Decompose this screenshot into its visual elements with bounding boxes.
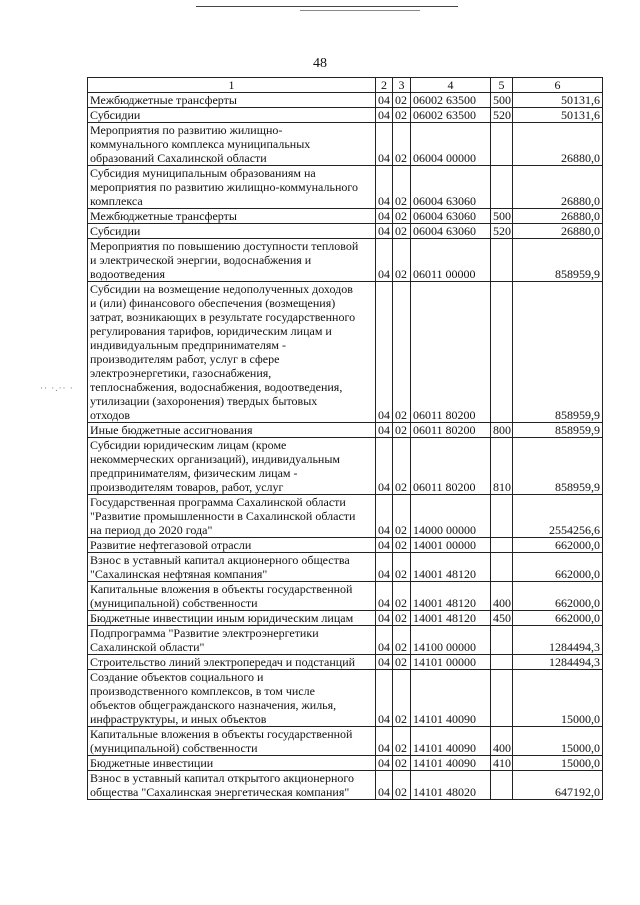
row-section-cell: 04 [376,282,393,423]
row-target-article-cell: 14001 48120 [411,582,491,611]
row-section-cell: 04 [376,239,393,282]
row-subsection-cell: 02 [393,224,411,239]
column-header-5: 5 [491,78,513,93]
row-subsection-cell: 02 [393,423,411,438]
row-target-article-cell: 14101 00000 [411,655,491,670]
row-expense-type-cell: 500 [491,209,513,224]
row-expense-type-cell [491,626,513,655]
table-header-row [88,78,603,93]
row-section-cell: 04 [376,108,393,123]
row-target-article-cell: 14101 48020 [411,771,491,800]
row-target-article-cell: 06011 80200 [411,423,491,438]
row-name-cell: Субсидии юридическим лицам (кроме некоммерческих организаций), индивидуальным предпринимателям, физическим лицам - производителям товаров, работ, услуг [88,438,376,495]
table-row [88,166,603,209]
row-target-article-cell: 06004 00000 [411,123,491,166]
table-row [88,108,603,123]
row-expense-type-cell [491,538,513,553]
row-amount-cell: 1284494,3 [513,655,603,670]
row-amount-cell: 662000,0 [513,538,603,553]
row-name-cell: Субсидии [88,108,376,123]
row-section-cell: 04 [376,538,393,553]
row-section-cell: 04 [376,655,393,670]
row-target-article-cell: 06004 63060 [411,209,491,224]
row-target-article-cell: 06002 63500 [411,108,491,123]
table-row [88,282,603,423]
table-row [88,553,603,582]
row-amount-cell: 26880,0 [513,166,603,209]
row-amount-cell: 1284494,3 [513,626,603,655]
row-expense-type-cell [491,655,513,670]
row-target-article-cell: 06004 63060 [411,166,491,209]
table-row [88,538,603,553]
row-target-article-cell: 06002 63500 [411,93,491,108]
row-name-cell: Строительство линий электропередач и подстанций [88,655,376,670]
row-name-cell: Бюджетные инвестиции [88,756,376,771]
row-name-cell: Субсидия муниципальным образованиям на мероприятия по развитию жилищно-коммунального комплекса [88,166,376,209]
table-row [88,423,603,438]
row-subsection-cell: 02 [393,209,411,224]
column-header-1: 1 [88,78,376,93]
row-section-cell: 04 [376,224,393,239]
row-target-article-cell: 14101 40090 [411,756,491,771]
row-expense-type-cell: 800 [491,423,513,438]
row-target-article-cell: 06011 80200 [411,438,491,495]
row-section-cell: 04 [376,670,393,727]
row-expense-type-cell: 500 [491,93,513,108]
row-expense-type-cell [491,771,513,800]
row-subsection-cell: 02 [393,771,411,800]
row-expense-type-cell: 410 [491,756,513,771]
row-expense-type-cell: 400 [491,727,513,756]
row-target-article-cell: 06011 00000 [411,239,491,282]
table-row [88,582,603,611]
row-amount-cell: 662000,0 [513,582,603,611]
row-target-article-cell: 14001 48120 [411,611,491,626]
row-section-cell: 04 [376,727,393,756]
row-subsection-cell: 02 [393,756,411,771]
row-subsection-cell: 02 [393,626,411,655]
column-header-3: 3 [393,78,411,93]
table-row [88,771,603,800]
table-row [88,756,603,771]
row-subsection-cell: 02 [393,553,411,582]
row-expense-type-cell [491,553,513,582]
row-target-article-cell: 14100 00000 [411,626,491,655]
row-subsection-cell: 02 [393,611,411,626]
row-expense-type-cell: 810 [491,438,513,495]
row-subsection-cell: 02 [393,123,411,166]
column-header-2: 2 [376,78,393,93]
budget-table [87,77,603,800]
row-name-cell: Капитальные вложения в объекты государственной (муниципальной) собственности [88,582,376,611]
row-section-cell: 04 [376,611,393,626]
row-expense-type-cell [491,239,513,282]
row-name-cell: Мероприятия по повышению доступности тепловой и электрической энергии, водоснабжения и водоотведения [88,239,376,282]
row-amount-cell: 26880,0 [513,123,603,166]
row-target-article-cell: 14101 40090 [411,727,491,756]
row-amount-cell: 50131,6 [513,93,603,108]
row-target-article-cell: 14000 00000 [411,495,491,538]
scan-margin-artifact: ·· ·.·· · [40,383,74,393]
row-name-cell: Межбюджетные трансферты [88,93,376,108]
scan-header-rule-secondary [300,10,420,11]
row-expense-type-cell: 450 [491,611,513,626]
row-section-cell: 04 [376,166,393,209]
row-target-article-cell: 06011 80200 [411,282,491,423]
row-name-cell: Межбюджетные трансферты [88,209,376,224]
row-expense-type-cell [491,282,513,423]
row-name-cell: Бюджетные инвестиции иным юридическим лицам [88,611,376,626]
row-amount-cell: 26880,0 [513,224,603,239]
row-name-cell: Взнос в уставный капитал акционерного общества "Сахалинская нефтяная компания" [88,553,376,582]
row-name-cell: Создание объектов социального и производственного комплексов, в том числе объектов общегражданского назначения, жилья, инфраструктуры, и иных объектов [88,670,376,727]
row-amount-cell: 15000,0 [513,727,603,756]
row-section-cell: 04 [376,93,393,108]
row-subsection-cell: 02 [393,582,411,611]
row-name-cell: Взнос в уставный капитал открытого акционерного общества "Сахалинская энергетическая компания" [88,771,376,800]
row-section-cell: 04 [376,438,393,495]
row-name-cell: Иные бюджетные ассигнования [88,423,376,438]
row-amount-cell: 15000,0 [513,756,603,771]
table-row [88,209,603,224]
row-subsection-cell: 02 [393,282,411,423]
row-name-cell: Подпрограмма "Развитие электроэнергетики Сахалинской области" [88,626,376,655]
row-amount-cell: 50131,6 [513,108,603,123]
row-amount-cell: 662000,0 [513,611,603,626]
row-amount-cell: 858959,9 [513,239,603,282]
row-name-cell: Капитальные вложения в объекты государственной (муниципальной) собственности [88,727,376,756]
row-expense-type-cell [491,123,513,166]
table-row [88,611,603,626]
row-amount-cell: 858959,9 [513,282,603,423]
column-header-6: 6 [513,78,603,93]
row-amount-cell: 2554256,6 [513,495,603,538]
row-subsection-cell: 02 [393,438,411,495]
row-target-article-cell: 06004 63060 [411,224,491,239]
table-row [88,224,603,239]
row-subsection-cell: 02 [393,655,411,670]
table-row [88,123,603,166]
row-name-cell: Субсидии [88,224,376,239]
table-row [88,438,603,495]
row-subsection-cell: 02 [393,93,411,108]
row-expense-type-cell [491,495,513,538]
row-expense-type-cell: 520 [491,224,513,239]
table-row [88,727,603,756]
row-name-cell: Развитие нефтегазовой отрасли [88,538,376,553]
row-subsection-cell: 02 [393,670,411,727]
row-subsection-cell: 02 [393,166,411,209]
row-expense-type-cell [491,670,513,727]
row-expense-type-cell: 400 [491,582,513,611]
row-section-cell: 04 [376,582,393,611]
row-amount-cell: 662000,0 [513,553,603,582]
row-subsection-cell: 02 [393,108,411,123]
row-amount-cell: 26880,0 [513,209,603,224]
row-target-article-cell: 14001 48120 [411,553,491,582]
row-subsection-cell: 02 [393,239,411,282]
row-subsection-cell: 02 [393,495,411,538]
page-number: 48 [313,56,327,71]
row-target-article-cell: 14101 40090 [411,670,491,727]
row-section-cell: 04 [376,423,393,438]
row-target-article-cell: 14001 00000 [411,538,491,553]
row-expense-type-cell: 520 [491,108,513,123]
table-row [88,670,603,727]
table-row [88,495,603,538]
row-amount-cell: 15000,0 [513,670,603,727]
table-row [88,93,603,108]
row-section-cell: 04 [376,209,393,224]
row-amount-cell: 647192,0 [513,771,603,800]
column-header-4: 4 [411,78,491,93]
row-amount-cell: 858959,9 [513,423,603,438]
row-section-cell: 04 [376,771,393,800]
row-section-cell: 04 [376,553,393,582]
row-amount-cell: 858959,9 [513,438,603,495]
row-name-cell: Мероприятия по развитию жилищно- коммунального комплекса муниципальных образований Сахалинской области [88,123,376,166]
table-row [88,239,603,282]
row-section-cell: 04 [376,495,393,538]
row-name-cell: Государственная программа Сахалинской области "Развитие промышленности в Сахалинской области на период до 2020 года" [88,495,376,538]
row-subsection-cell: 02 [393,727,411,756]
row-name-cell: Субсидии на возмещение недополученных доходов и (или) финансового обеспечения (возмещения) затрат, возникающих в результате государственного регулирования тарифов, юридическим лицам и индивидуальным предпринимателям - производителям работ, услуг в сфере электроэнергетики, газоснабжения, теплоснабжения, водоснабжения, водоотведения, утилизации (захоронения) твердых бытовых отходов [88,282,376,423]
row-subsection-cell: 02 [393,538,411,553]
scan-header-rule [196,6,458,7]
table-row [88,626,603,655]
table-body [88,93,603,800]
row-section-cell: 04 [376,756,393,771]
table-row [88,655,603,670]
row-section-cell: 04 [376,626,393,655]
row-expense-type-cell [491,166,513,209]
row-section-cell: 04 [376,123,393,166]
